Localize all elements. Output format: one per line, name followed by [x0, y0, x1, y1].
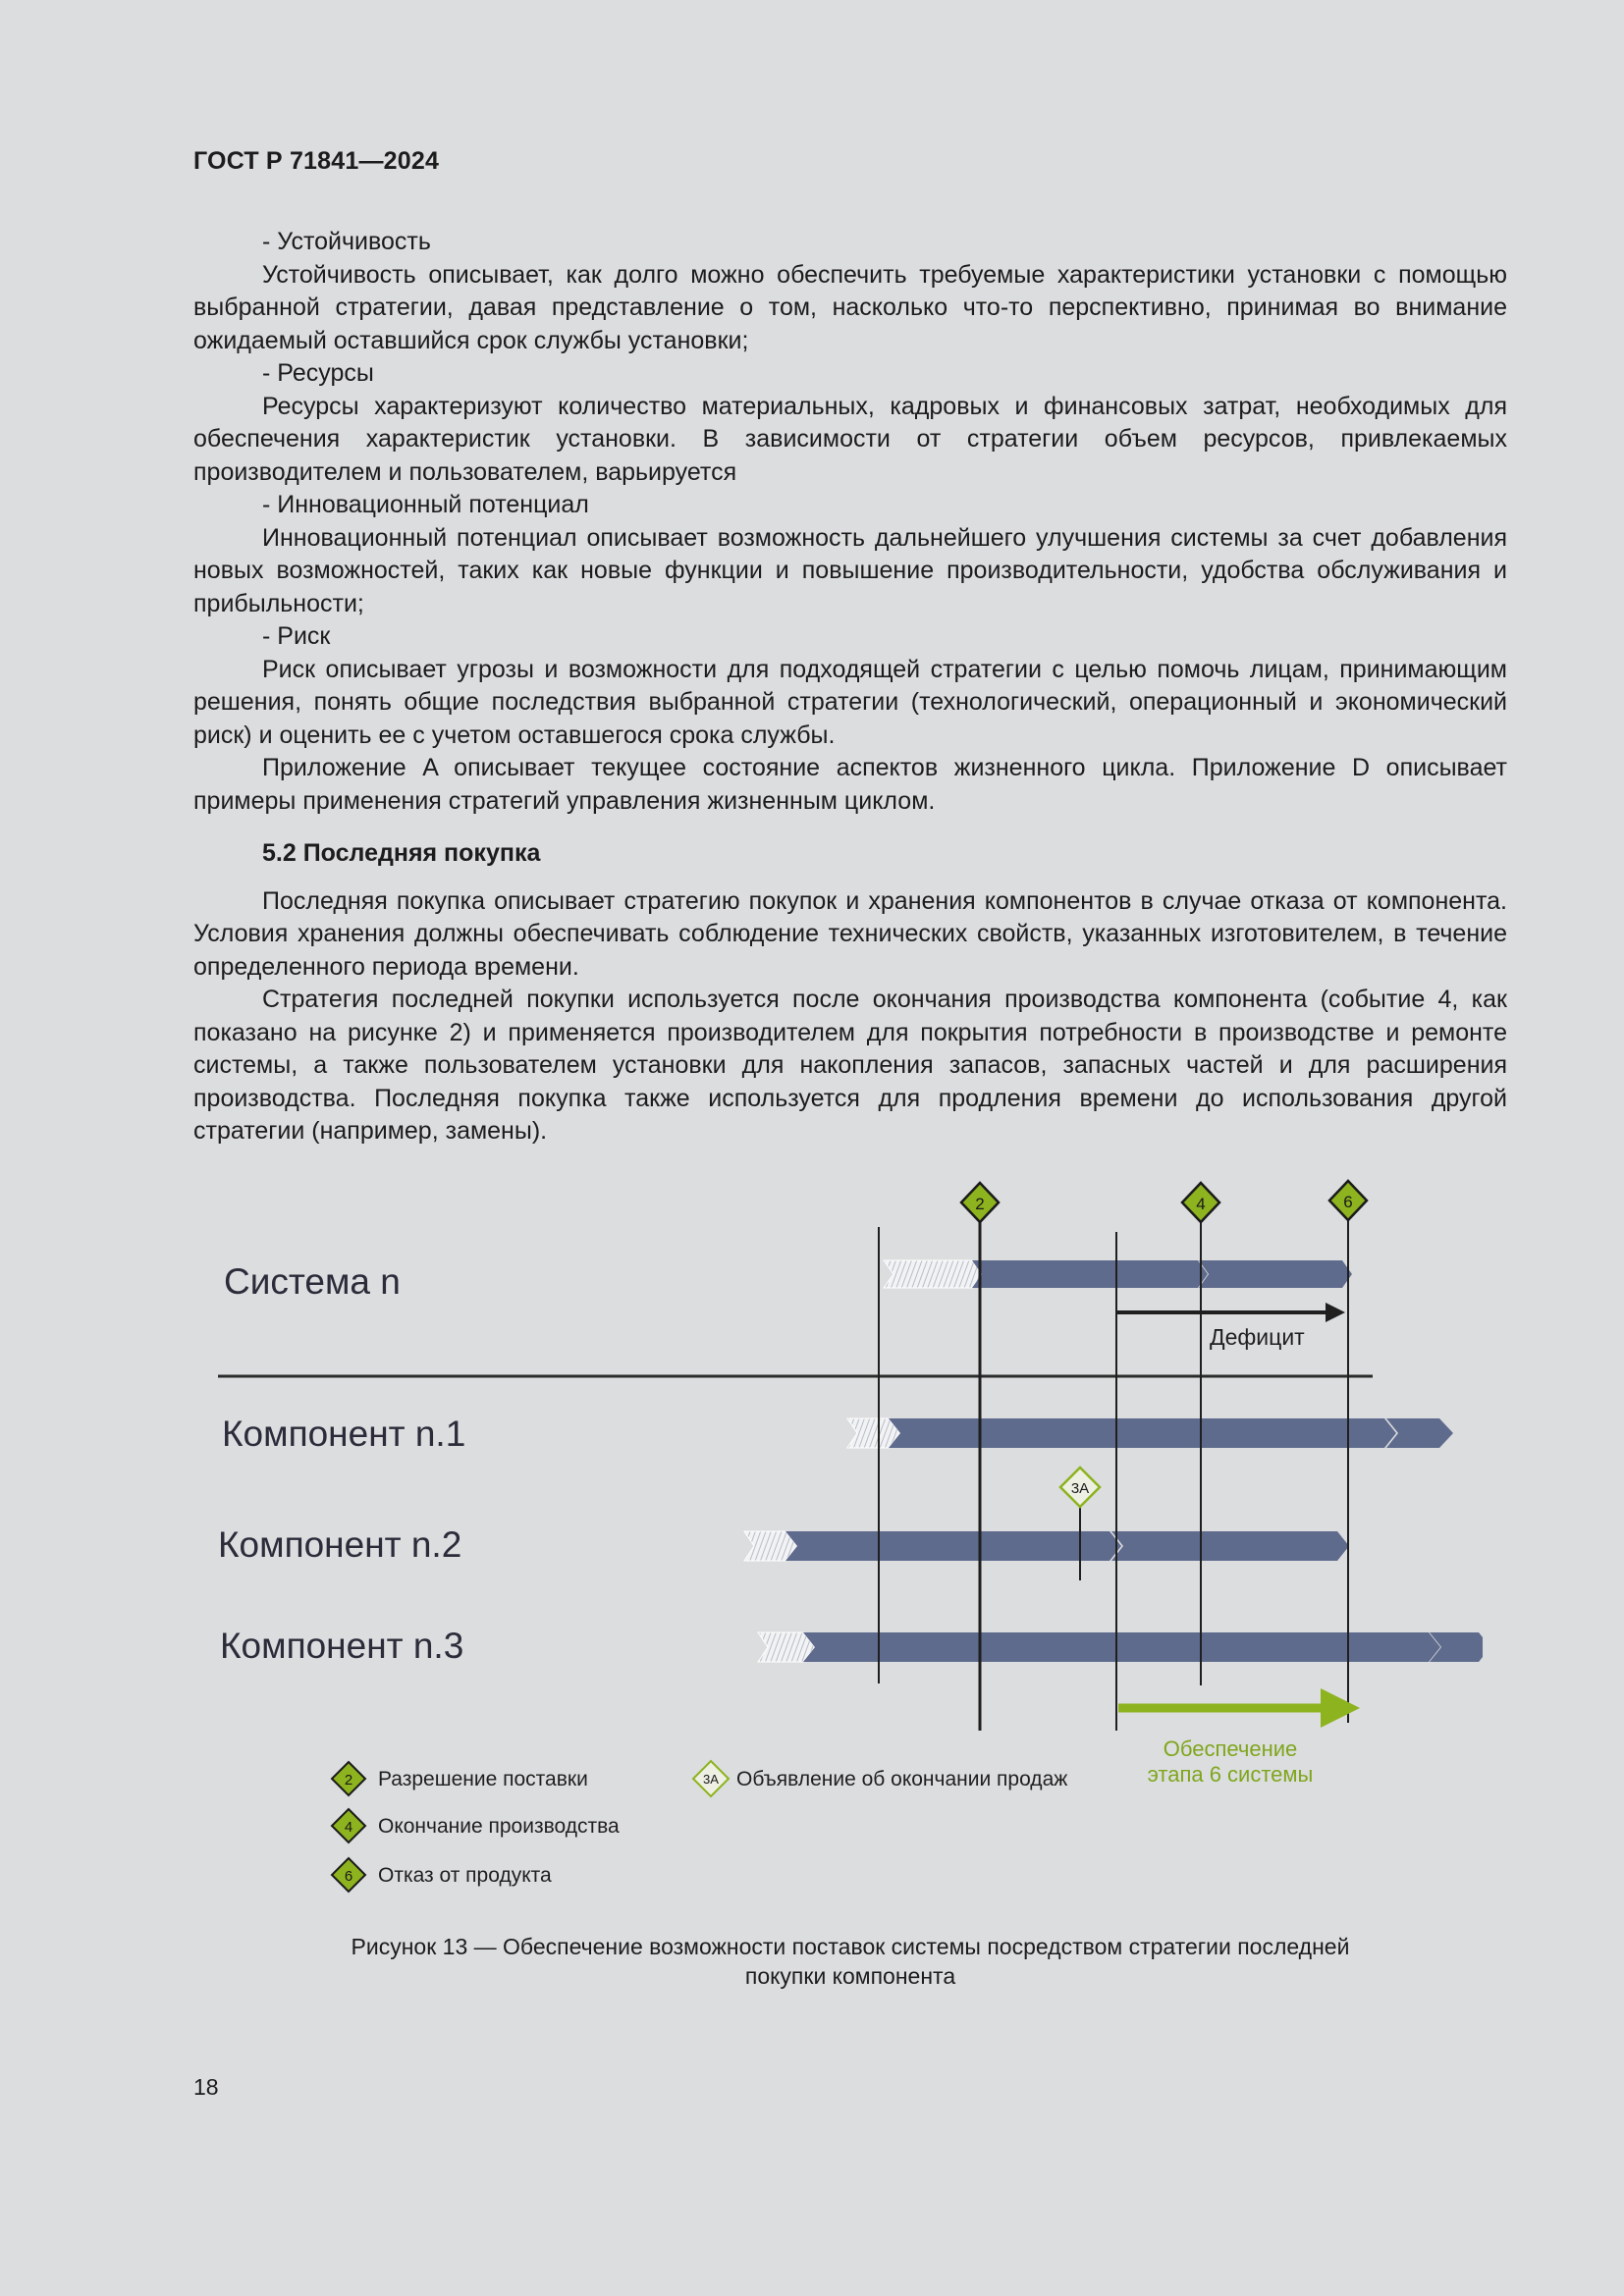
- paragraph-last-buy-usage: Стратегия последней покупки используется после окончания производства компонента (событие 4, как показано на рисунке 2) и применяется производителем для покрытия потребности в производстве и ремонте системы, а также пользователем установки для накопления запасов, запасных частей и для расширения производства. Последняя покупка также используется для продления времени до использования другой стратегии (например, замены).: [193, 986, 1507, 1145]
- paragraph-appendix: Приложение A описывает текущее состояние аспектов жизненного цикла. Приложение D описывает примеры применения стратегий управления жизненным циклом.: [193, 754, 1507, 815]
- component-3-bar-faded: [758, 1632, 815, 1662]
- row-label-component-1: Компонент n.1: [222, 1414, 466, 1454]
- milestone-2: [961, 1183, 999, 1222]
- svg-text:4: 4: [1196, 1195, 1206, 1213]
- legend: [332, 1761, 1067, 1892]
- paragraph-resources: Ресурсы характеризуют количество материальных, кадровых и финансовых затрат, необходимых для обеспечения характеристик установки. В зависимости от стратегии объем ресурсов, привлекаемых производителем и пользователем, варьируется: [193, 392, 1507, 486]
- milestone-6: [1329, 1181, 1367, 1220]
- milestone-3a: [1060, 1468, 1100, 1507]
- legend-item-product-discontinuation: [332, 1858, 552, 1892]
- support-label-line2: этапа 6 системы: [1147, 1762, 1314, 1787]
- deficit-label: Дефицит: [1210, 1324, 1305, 1350]
- system-bars: [884, 1260, 1352, 1288]
- legend-label-supply-permission: Разрешение поставки: [378, 1768, 588, 1790]
- body-text: [193, 226, 1507, 1148]
- caption-line-2: покупки компонента: [744, 1963, 956, 1989]
- list-item-sustainability: - Устойчивость: [262, 228, 431, 255]
- component-3-bars: [758, 1632, 1483, 1662]
- list-item-innovation: - Инновационный потенциал: [262, 491, 589, 518]
- row-label-system: Система n: [224, 1261, 401, 1302]
- component-2-bars: [744, 1531, 1349, 1561]
- component-2-bar-2: [1111, 1531, 1349, 1561]
- paragraph-innovation: Инновационный потенциал описывает возможность дальнейшего улучшения системы за счет добавления новых возможностей, таких как новые функции и повышение производительности, удобства обслуживания и прибыльности;: [193, 523, 1507, 617]
- list-item-risk: - Риск: [262, 622, 331, 650]
- figure-caption: [193, 1932, 1507, 1991]
- row-label-component-3: Компонент n.3: [220, 1626, 464, 1666]
- legend-label-end-of-sale: Объявление об окончании продаж: [736, 1768, 1068, 1790]
- row-label-component-2: Компонент n.2: [218, 1524, 462, 1565]
- legend-item-supply-permission: [332, 1762, 588, 1795]
- svg-text:6: 6: [1343, 1193, 1353, 1211]
- caption-line-1: Рисунок 13 — Обеспечение возможности поставок системы посредством стратегии последней: [351, 1934, 1350, 1959]
- svg-text:4: 4: [344, 1819, 353, 1836]
- component-3-bar: [803, 1632, 1440, 1662]
- svg-text:2: 2: [975, 1195, 985, 1213]
- legend-label-product-discontinuation: Отказ от продукта: [378, 1864, 552, 1887]
- paragraph-risk: Риск описывает угрозы и возможности для подходящей стратегии с целью помочь лицам, принимающим решения, понять общие последствия выбранной стратегии (технологический, операционный и экономический риск) и оценить ее с учетом оставшегося срока службы.: [193, 655, 1507, 749]
- legend-item-end-of-sale: [693, 1761, 1067, 1796]
- deficit-arrow: [1117, 1303, 1345, 1322]
- svg-text:3A: 3A: [703, 1772, 719, 1787]
- legend-item-end-of-production: [332, 1809, 620, 1842]
- support-arrow: [1118, 1688, 1360, 1728]
- svg-text:2: 2: [344, 1772, 353, 1789]
- component-1-bar-tail: [1386, 1418, 1453, 1448]
- component-2-bar-1: [785, 1531, 1121, 1561]
- milestone-4: [1182, 1183, 1219, 1222]
- system-bar-faded: [884, 1260, 984, 1288]
- svg-text:3A: 3A: [1070, 1480, 1090, 1497]
- system-bar-1: [972, 1260, 1208, 1288]
- list-item-resources: - Ресурсы: [262, 359, 374, 387]
- figure-13: [206, 1173, 1483, 1899]
- document-code: ГОСТ Р 71841—2024: [193, 147, 440, 175]
- component-1-bars: [847, 1418, 1453, 1448]
- timeline-diagram: [206, 1173, 1483, 1899]
- support-label-line1: Обеспечение: [1163, 1736, 1298, 1761]
- section-title: 5.2 Последняя покупка: [262, 839, 541, 867]
- system-bar-2: [1199, 1260, 1352, 1288]
- legend-label-end-of-production: Окончание производства: [378, 1815, 620, 1838]
- paragraph-last-buy-definition: Последняя покупка описывает стратегию покупок и хранения компонентов в случае отказа от компонента. Условия хранения должны обеспечивать соблюдение технических свойств, указанных изготовителем, в течение определенного периода времени.: [193, 886, 1507, 981]
- svg-text:6: 6: [344, 1868, 353, 1885]
- page-number: 18: [193, 2074, 219, 2100]
- paragraph-sustainability: Устойчивость описывает, как долго можно обеспечить требуемые характеристики установки с помощью выбранной стратегии, давая представление о том, насколько что-то перспективно, принимая во внимание ожидаемый оставшийся срок службы установки;: [193, 260, 1507, 354]
- component-1-bar: [889, 1418, 1396, 1448]
